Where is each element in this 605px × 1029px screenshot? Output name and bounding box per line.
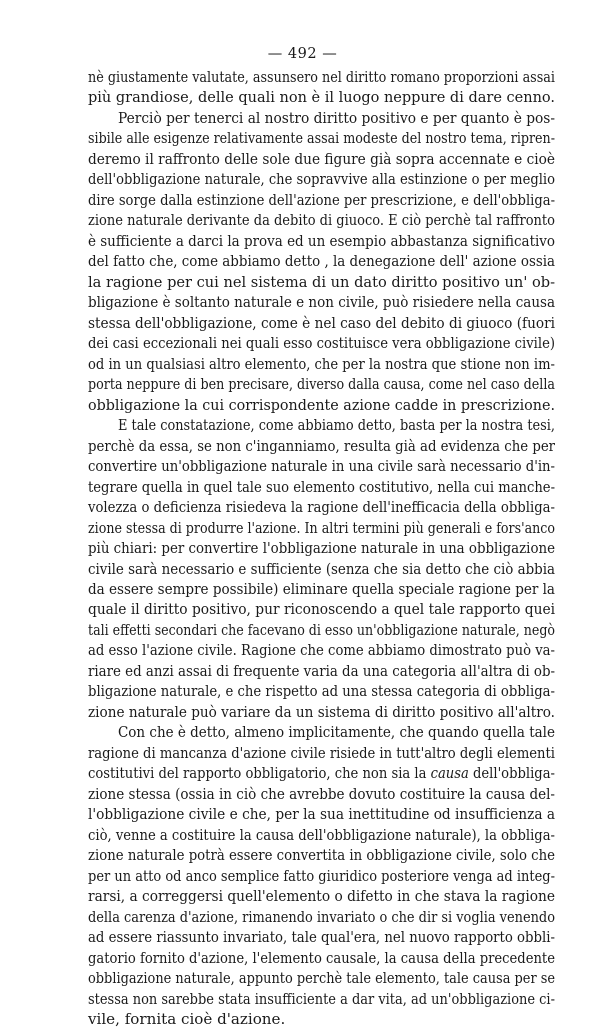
text-line: zione stessa (ossia in ciò che avrebbe dovuto costituire la causa del- [88, 784, 556, 803]
text-line: Con che è detto, almeno implicitamente, che quando quella tale [118, 723, 555, 742]
text-line: della carenza d'azione, rimanendo invariato o che dir si voglia venendo [88, 907, 555, 926]
text-line: sibile alle esigenze relativamente assai modeste del nostro tema, ripren- [88, 129, 556, 148]
text-line: od in un qualsiasi altro elemento, che per la nostra que stione non im- [88, 354, 555, 373]
text-line: da essere sempre possibile) eliminare quella speciale ragione per la [88, 580, 556, 598]
text-line: tegrare quella in quel tale suo elemento costitutivo, nella cui manche- [88, 477, 556, 496]
text-line: gatorio fornito d'azione, l'elemento causale, la causa della precedente [88, 948, 555, 967]
text-line: costitutivi del rapporto obbligatorio, che non sia la causa dell'obbliga- [88, 764, 555, 783]
text-line: dire sorge dalla estinzione dell'azione per prescrizione, e dell'obbliga- [88, 190, 556, 209]
text-line: convertire un'obbligazione naturale in una civile sarà necessario d'in- [88, 457, 555, 476]
text-line: volezza o deficienza risiedeva la ragione dell'inefficacia della obbliga- [88, 498, 556, 517]
text-line: E tale constatazione, come abbiamo detto, basta per la nostra tesi, [118, 416, 556, 435]
text-line: Perciò per tenerci al nostro diritto positivo e per quanto è pos- [118, 108, 556, 127]
text-line: deremo il raffronto delle sole due figure già sopra accennate e cioè [88, 149, 555, 168]
text-line: la ragione per cui nel sistema di un dato diritto positivo un' ob- [88, 272, 555, 291]
text-line: è sufficiente a darci la prova ed un esempio abbastanza significativo [88, 231, 556, 250]
text-line: zione naturale può variare da un sistema di diritto positivo all'altro. [88, 702, 556, 721]
text-line: bligazione è soltanto naturale e non civile, può risiedere nella causa [88, 293, 556, 312]
text-line: dell'obbligazione naturale, che sopravvive alla estinzione o per meglio [88, 170, 555, 189]
text-line: obbligazione la cui corrispondente azione cadde in prescrizione. [88, 395, 556, 414]
text-line: l'obbligazione civile e che, per la sua inettitudine od insufficienza a [88, 805, 555, 824]
text-line: nè giustamente valutate, assunsero nel diritto romano proporzioni assai [88, 68, 555, 86]
text-line: ad esso l'azione civile. Ragione che come abbiamo dimostrato può va- [88, 641, 556, 660]
text-line: vile, fornita cioè d'azione. [88, 1010, 286, 1029]
text-line: zione stessa di produrre l'azione. In altri termini più generali e fors'anco [88, 518, 555, 537]
text-line: zione naturale derivante da debito di giuoco. E ciò perchè tal raffronto [88, 211, 555, 230]
text-line: per un atto od anco semplice fatto giuridico posteriore venga ad integ- [88, 866, 555, 885]
text-line: rarsi, a correggersi quell'elemento o difetto in che stava la ragione [88, 887, 555, 906]
text-line: ad essere riassunto invariato, tale qual'era, nel nuovo rapporto obbli- [88, 928, 555, 947]
text-line: più grandiose, delle quali non è il luogo neppure di dare cenno. [88, 88, 556, 107]
text-line: bligazione naturale, e che rispetto ad una stessa categoria di obbliga- [88, 682, 555, 701]
text-line: porta neppure di ben precisare, diverso dalla causa, come nel caso della [88, 375, 555, 394]
text-line: obbligazione naturale, appunto perchè tale elemento, tale causa per se [88, 969, 556, 988]
text-line: dei casi eccezionali nei quali esso costituisce vera obbligazione civile) [88, 334, 556, 353]
text-line: stessa dell'obbligazione, come è nel caso del debito di giuoco (fuori [88, 313, 555, 332]
text-line: del fatto che, come abbiamo detto , la denegazione dell' azione ossia [88, 252, 556, 271]
text-line: ciò, venne a costituire la causa dell'obbligazione naturale), la obbliga- [88, 825, 555, 844]
text-line: ragione di mancanza d'azione civile risiede in tutt'altro degli elementi [88, 743, 556, 762]
text-line: tali effetti secondari che facevano di esso un'obbligazione naturale, negò [88, 620, 556, 639]
text-line: riare ed anzi assai di frequente varia da una categoria all'altra di ob- [88, 661, 556, 680]
text-line: zione naturale potrà essere convertita in obbligazione civile, solo che [88, 846, 555, 865]
page-number: — 492 — [267, 46, 338, 62]
text-line: perchè da essa, se non c'inganniamo, resulta già ad evidenza che per [88, 436, 556, 455]
text-line: civile sarà necessario e sufficiente (senza che sia detto che ciò abbia [88, 559, 556, 578]
text-line: stessa non sarebbe stata insufficiente a dar vita, ad un'obbligazione ci- [88, 989, 555, 1008]
text-line: quale il diritto positivo, pur riconoscendo a quel tale rapporto quei [88, 600, 556, 619]
text-line: più chiari: per convertire l'obbligazione naturale in una obbligazione [88, 539, 556, 558]
